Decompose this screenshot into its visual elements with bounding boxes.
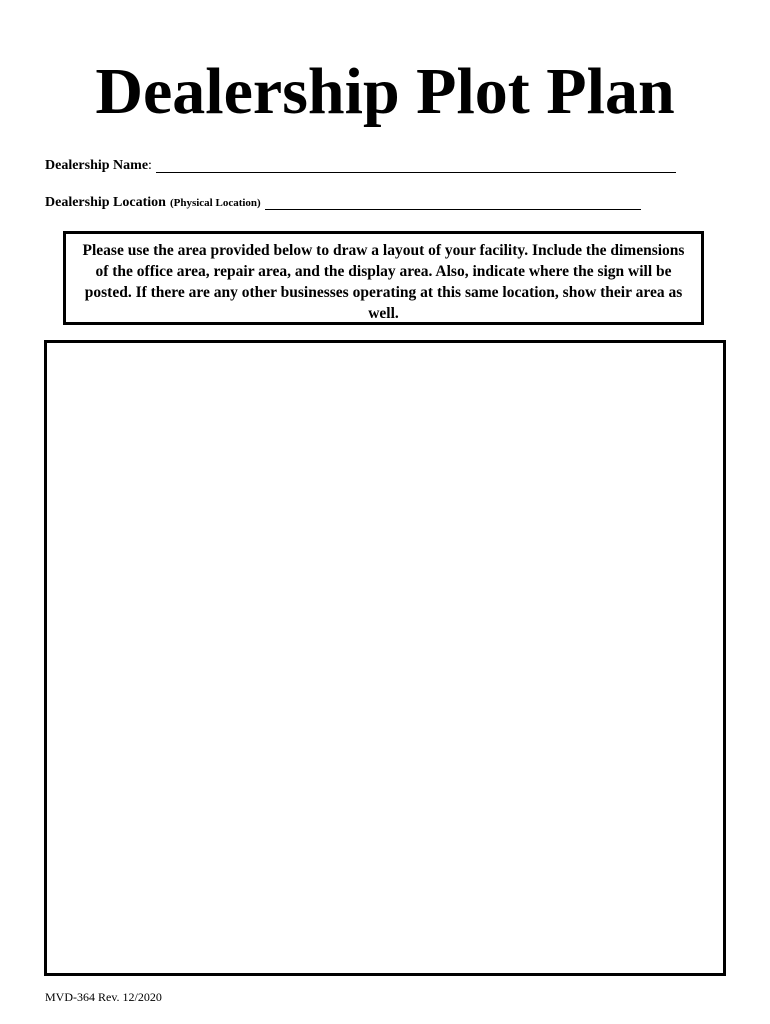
dealership-name-colon: : bbox=[148, 158, 152, 173]
instructions-box: Please use the area provided below to draw a layout of your facility. Include the dimensions of the office area, repair area, and the display area. Also, indicate where the sign will be posted. If there are any other businesses operating at this same location, show their area as well. bbox=[63, 231, 704, 325]
dealership-name-label: Dealership Name bbox=[45, 158, 149, 173]
plot-drawing-area[interactable] bbox=[44, 340, 726, 976]
page-title: Dealership Plot Plan bbox=[95, 55, 675, 128]
dealership-location-label: Dealership Location bbox=[45, 195, 166, 210]
dealership-location-field[interactable] bbox=[265, 195, 641, 210]
dealership-name-field[interactable] bbox=[156, 158, 676, 173]
form-number-footer: MVD-364 Rev. 12/2020 bbox=[45, 990, 162, 1004]
dealership-location-row bbox=[45, 194, 641, 212]
dealership-name-row bbox=[45, 157, 676, 175]
dealership-location-sublabel: (Physical Location) bbox=[169, 197, 261, 209]
